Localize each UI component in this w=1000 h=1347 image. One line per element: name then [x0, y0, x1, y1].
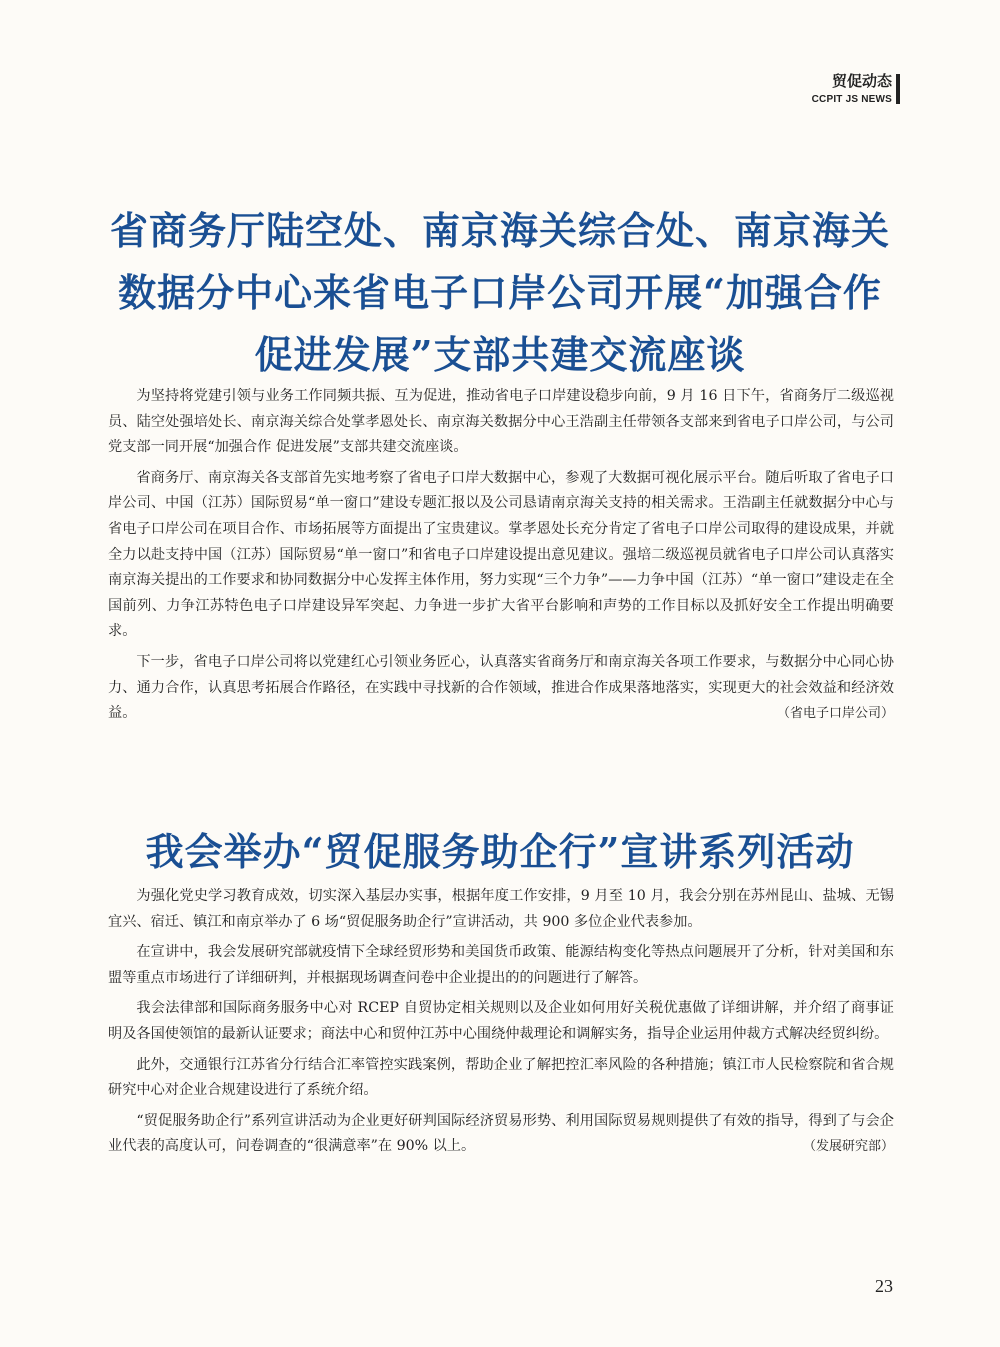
- article2-paragraph: [108, 1109, 894, 1160]
- header-bar: [896, 74, 900, 104]
- article1-paragraph: [108, 650, 894, 727]
- header-title-cn: 贸促动态: [831, 72, 892, 90]
- article1-paragraph-text: 下一步，省电子口岸公司将以党建红心引领业务匠心，认真落实省商务厅和南京海关各项工作要求，与数据分中心同心协力、通力合作，认真思考拓展合作路径，在实践中寻找新的合作领域，推进合作成果落地落实，实现更大的社会效益和经济效益。: [108, 653, 894, 722]
- article1-source: （省电子口岸公司）: [776, 706, 894, 722]
- article2-paragraph: 我会法律部和国际商务服务中心对 RCEP 自贸协定相关规则以及企业如何用好关税优惠做了详细讲解，并介绍了商事证明及各国使领馆的最新认证要求；商法中心和贸仲江苏中心围绕仲裁理论和调解实务，指导企业运用仲裁方式解决经贸纠纷。: [108, 1000, 894, 1042]
- article2-paragraph: 此外，交通银行江苏省分行结合汇率管控实践案例，帮助企业了解把控汇率风险的各种措施；镇江市人民检察院和省合规研究中心对企业合规建设进行了系统介绍。: [108, 1056, 894, 1099]
- article1-title: [100, 200, 900, 386]
- article2-paragraph-text: “贸促服务助企行”系列宣讲活动为企业更好研判国际经济贸易形势、利用国际贸易规则提供了有效的指导，得到了与会企业代表的高度认可，问卷调查的“很满意率”在 90% 以上。: [108, 1112, 894, 1155]
- header-title-en: CCPIT JS NEWS: [811, 94, 892, 105]
- article2-source: （发展研究部）: [802, 1139, 894, 1155]
- page-number: 23: [875, 1276, 893, 1296]
- article1-title-line: 促进发展”支部共建交流座谈: [254, 332, 746, 377]
- article1-body: [108, 384, 894, 727]
- article1-title-line: 数据分中心来省电子口岸公司开展“加强合作: [118, 270, 882, 315]
- article1-paragraph: 省商务厅、南京海关各支部首先实地考察了省电子口岸大数据中心，参观了大数据可视化展示平台。随后听取了省电子口岸公司、中国（江苏）国际贸易“单一窗口”建设专题汇报以及公司恳请南京海关支持的相关需求。王浩副主任就数据分中心与省电子口岸公司在项目合作、市场拓展等方面提出了宝贵建议。掌孝恩处长充分肯定了省电子口岸公司取得的建设成果，并就全力以赴支持中国（江苏）国际贸易“单一窗口”和省电子口岸建设提出意见建议。强培二级巡视员就省电子口岸公司认真落实南京海关提出的工作要求和协同数据分中心发挥主体作用，努力实现“三个力争”——力争中国（江苏）“单一窗口”建设走在全国前列、力争江苏特色电子口岸建设异军突起、力争进一步扩大省平台影响和声势的工作目标以及抓好安全工作提出明确要求。: [108, 469, 894, 640]
- article1-paragraph: 为坚持将党建引领与业务工作同频共振、互为促进，推动省电子口岸建设稳步向前，9 月 16 日下午，省商务厅二级巡视员、陆空处强培处长、南京海关综合处掌孝恩处长、南京海关数据分中心王浩副主任带领各支部来到省电子口岸公司，与公司党支部一同开展“加强合作 促进发展”支部共建交流座谈。: [108, 388, 894, 456]
- article2-title: 我会举办“贸促服务助企行”宣讲系列活动: [145, 829, 855, 874]
- article2-body: [108, 884, 894, 1160]
- article1-title-line: 省商务厅陆空处、南京海关综合处、南京海关: [109, 208, 890, 253]
- article2-paragraph: 为强化党史学习教育成效，切实深入基层办实事，根据年度工作安排，9 月至 10 月，我会分别在苏州昆山、盐城、无锡宜兴、宿迁、镇江和南京举办了 6 场“贸促服务助企行”宣讲活动，共 900 多位企业代表参加。: [108, 888, 894, 930]
- article2-paragraph: 在宣讲中，我会发展研究部就疫情下全球经贸形势和美国货币政策、能源结构变化等热点问题展开了分析，针对美国和东盟等重点市场进行了详细研判，并根据现场调查问卷中企业提出的的问题进行了解答。: [108, 944, 894, 986]
- page-header: [812, 74, 892, 105]
